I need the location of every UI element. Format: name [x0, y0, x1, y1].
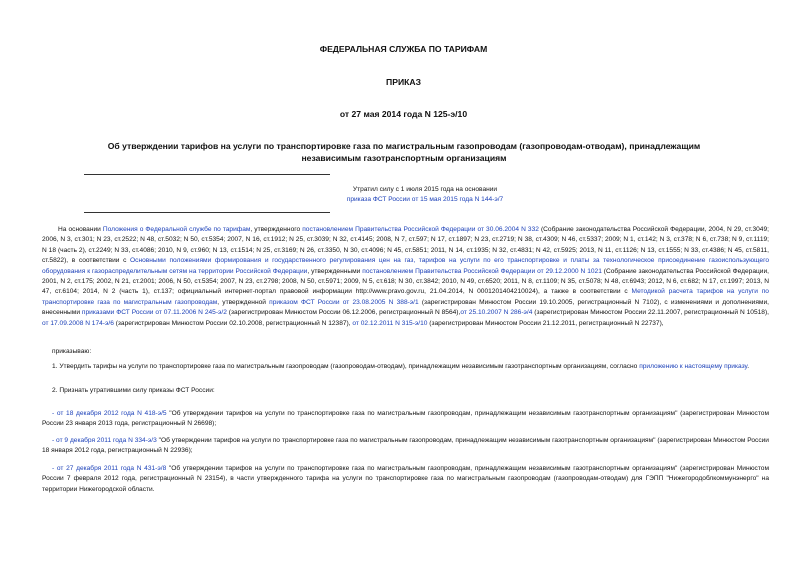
divider-bottom: [84, 212, 330, 213]
preamble-text: , утвержденной: [217, 298, 270, 306]
preamble-text: (зарегистрирован Минюстом России 02.10.2008, регистрационный N 12387),: [113, 319, 353, 327]
preamble-text: На основании: [58, 226, 103, 233]
repealed-order-3: [42, 464, 769, 495]
agency-heading: ФЕДЕРАЛЬНАЯ СЛУЖБА ПО ТАРИФАМ: [319, 44, 488, 54]
preamble-text: , утвержденными: [307, 267, 363, 275]
preamble-text: (Собрание законодательства Российской Федерации, 2004, N 29, ст.3049; 2006, N 3, ст.301; N 23, ст.2522; N 48, ст.5032; N 50, ст.5354; 2007, N 16, ст.1912; N 25, ст.3039; N 32, ст.4145; 2008, N 7, ст.597; N 17, ст.1897; N 23, ст.2719; N 38, ст.4309; N 46, ст.5337; 2009; N 1, ст.142; N 3, ст.378; N 6, ст.738; N 9, ст.1119; N 18 (часть 2), ст.2249; N 33, ст.4086; 2010, N 9, ст.960; N 13, ст.1514; N 25, ст.3169; N 26, ст.3350, N 30, ст.4096; N 45, ст.5851; 2011, N 14, ст.1935; N 32, ст.4831; N 42, ст.5925; 2013, N 11, ст.1126; N 13, ст.1555; N 33, ст.4386; N 45, ст.5811, ст.5822), в соответствии с: [42, 226, 769, 265]
link-repealed-334[interactable]: - от 9 декабря 2011 года N 334-э/3: [52, 437, 157, 444]
status-note-text: Утратил силу с 1 июля 2015 года на основании: [352, 186, 498, 193]
order-item-1: [42, 362, 769, 372]
order-word: приказываю:: [52, 348, 92, 355]
repealed-order-1: [42, 409, 769, 430]
preamble-text: (зарегистрирован Минюстом России 22.11.2007, регистрационный N 10518),: [532, 309, 769, 317]
link-repealed-431[interactable]: - от 27 декабря 2011 года N 431-э/8: [52, 465, 167, 472]
link-appendix[interactable]: приложению к настоящему приказу: [639, 363, 748, 370]
preamble-text: (зарегистрирован Минюстом России 06.12.2006, регистрационный N 8564),: [226, 309, 461, 317]
link-gov-resolution-1021[interactable]: постановлением Правительства Российской Федерации от 29.12.2000 N 1021: [362, 267, 602, 275]
preamble-text: (Собрание законодательства Российской Федерации, 2001, N 2, ст.175; 2002, N 21, ст.2001; 2006, N 50, ст.5354; 2007, N 23, ст.2798; 2008, N 50, ст.5971; 2009, N 5, ст.618; N 30, ст.3842; 2010, N 49, ст.6520; 2011, N 8, ст.1109; N 35, ст.5078; N 48, ст.6943; 2012, N 6, ст.682; N 17, ст.1997; 2013, N 47, ст.6104; 2014, N 2 (часть 1), ст.137; официальный интернет-портал правовой информации http://www.pravo.gov.ru, 21.04.2014, N 0001201404210024), а также в соответствии с: [42, 267, 769, 296]
document-title: Об утверждении тарифов на услуги по транспортировке газа по магистральным газопроводам (газопроводам-отводам), принадлежащим независимым газотранспортным организациям: [107, 141, 701, 163]
preamble-text: (зарегистрирован Минюстом России 19.10.2005, регистрационный N 7102), с изменениями и дополнениями, внесенными: [42, 298, 769, 317]
repealed-order-3-text: "Об утверждении тарифов на услуги по транспортировке газа по магистральным газопроводам, принадлежащим независимым газотранспортным организациям" (зарегистрирован Минюстом России 7 февраля 2012 года, регистрационный N 23154), в части утвержденного тарифа на услуги по транспортировке газа по магистральным газопроводам (газопроводам-отводам) для ГЭПП "Нижегородоблкоммунэнерго" на территории Нижегородской области.: [42, 465, 769, 493]
order-item-1-end: .: [747, 363, 750, 370]
preamble-text: , утвержденного: [250, 226, 303, 233]
link-repealed-418[interactable]: - от 18 декабря 2012 года N 418-э/5: [52, 410, 167, 417]
link-fst-regulation[interactable]: Положения о Федеральной службе по тарифам: [102, 226, 251, 233]
preamble-paragraph: [42, 225, 769, 329]
status-note-link[interactable]: приказа ФСТ России от 15 мая 2015 года N 144-э/7: [346, 196, 504, 203]
link-gov-resolution-332[interactable]: постановлением Правительства Российской Федерации от 30.06.2004 N 332: [302, 226, 539, 233]
repealed-order-2: [42, 436, 769, 457]
link-order-286[interactable]: от 25.10.2007 N 286-э/4: [460, 309, 533, 317]
order-item-2: 2. Признать утратившими силу приказы ФСТ России:: [52, 387, 215, 394]
preamble-text: (зарегистрирован Минюстом России 21.12.2011, регистрационный N 22737),: [427, 319, 664, 327]
link-methodology[interactable]: Методикой расчета тарифов на услуги по транспортировке газа по магистральным газопроводам: [42, 288, 769, 306]
repealed-order-1-text: "Об утверждении тарифов на услуги по транспортировке газа по магистральным газопроводам, принадлежащим независимым газотранспортным организациям" (зарегистрирован Минюстом России 23 января 2013 года, регистрационный N 26698);: [42, 410, 769, 428]
document-type-heading: ПРИКАЗ: [386, 77, 421, 87]
status-note: [290, 185, 560, 205]
document-date-number: от 27 мая 2014 года N 125-э/10: [339, 109, 468, 119]
link-order-245[interactable]: приказами ФСТ России от 07.11.2006 N 245-э/2: [81, 309, 227, 317]
link-order-388[interactable]: приказом ФСТ России от 23.08.2005 N 388-э/1: [269, 298, 419, 306]
repealed-order-2-text: "Об утверждении тарифов на услуги по транспортировке газа по магистральным газопроводам, принадлежащим независимым газотранспортным организациям" (зарегистрирован Минюстом России 18 января 2012 года, регистрационный N 22936);: [42, 437, 769, 455]
divider-top: [84, 174, 330, 175]
link-order-315[interactable]: от 02.12.2011 N 315-э/10: [352, 319, 428, 327]
link-order-174[interactable]: от 17.09.2008 N 174-э/6: [42, 319, 114, 327]
order-item-1-text: 1. Утвердить тарифы на услуги по транспортировке газа по магистральным газопроводам (газопроводам-отводам), принадлежащим независимым газотранспортным организациям, согласно: [52, 363, 640, 370]
link-basic-provisions[interactable]: Основными положениями формирования и государственного регулирования цен на газ, тарифов на услуги по его транспортировке и платы за технологическое присоединение газоиспользующего оборудования к газораспределительным сетям на территории Российской Федерации: [42, 257, 769, 275]
